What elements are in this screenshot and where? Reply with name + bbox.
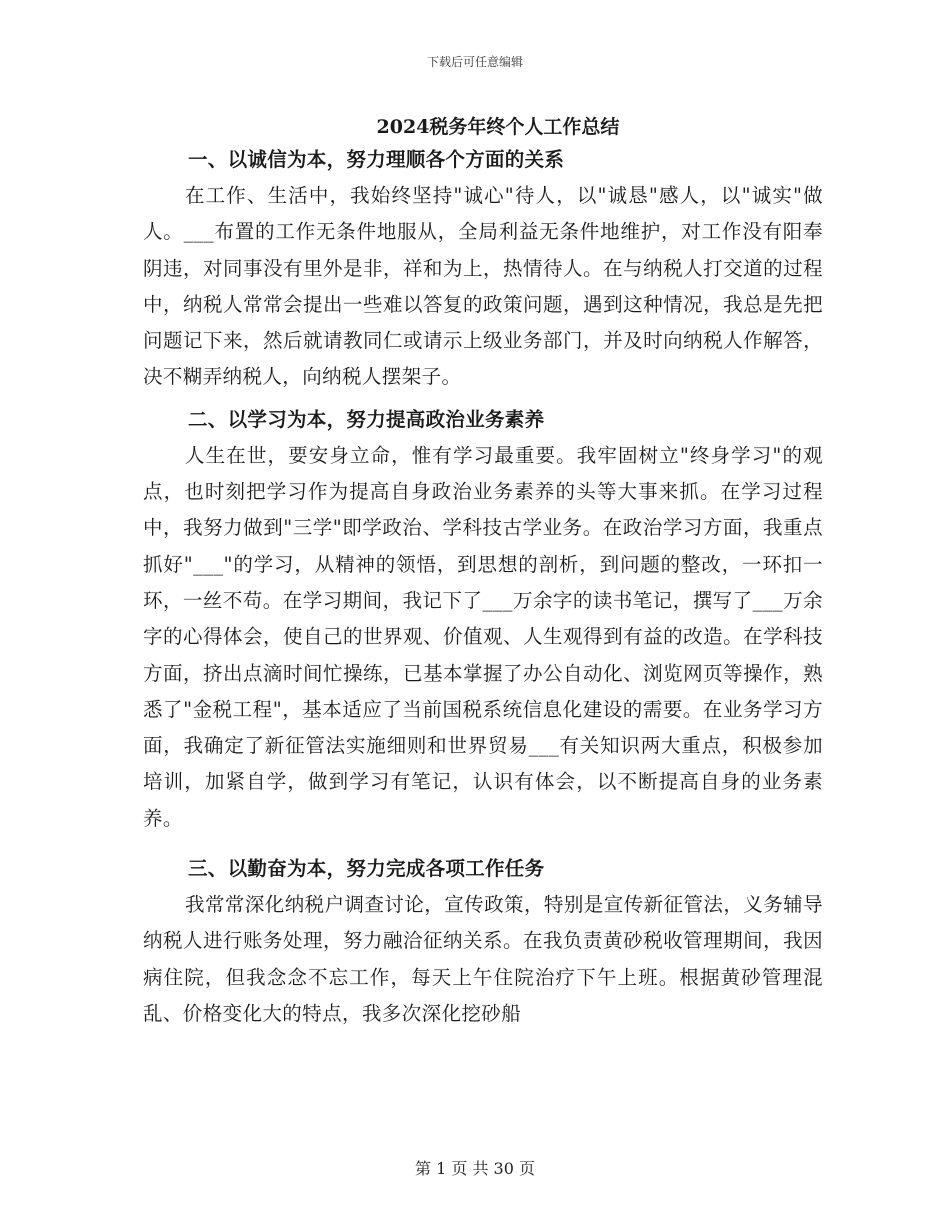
page-header-note: 下载后可任意编辑	[426, 55, 523, 69]
spacer	[143, 837, 823, 851]
document-title: 2024税务年终个人工作总结	[376, 116, 620, 138]
page-number: 第 1 页 共 30 页	[415, 1159, 535, 1178]
section-heading-1: 一、以诚信为本，努力理顺各个方面的关系	[188, 148, 565, 171]
section-paragraph-2: 人生在世，要安身立命，惟有学习最重要。我牢固树立"终身学习"的观点，也时刻把学习作为提高自身政治业务素养的头等大事来抓。在学习过程中，我努力做到"三学"即学政治、学科技古学业务。在政治学习方面，我重点抓好"___"的学习，从精神的领悟，到思想的剖析，到问题的整改，一环扣一环，一丝不苟。在学习期间，我记下了___万余字的读书笔记，撰写了___万余字的心得体会，使自己的世界观、价值观、人生观得到有益的改造。在学科技方面，挤出点滴时间忙操练，已基本掌握了办公自动化、浏览网页等操作，熟悉了"金税工程"，基本适应了当前国税系统信息化建设的需要。在业务学习方面，我确定了新征管法实施细则和世界贸易___有关知识两大重点，积极参加培训，加紧自学，做到学习有笔记，认识有体会，以不断提高自身的业务素养。	[143, 443, 823, 830]
section-paragraph-1: 在工作、生活中，我始终坚持"诚心"待人，以"诚恳"感人，以"诚实"做人。___布置的工作无条件地服从，全局利益无条件地维护，对工作没有阳奉阴违，对同事没有里外是非，祥和为上，热情待人。在与纳税人打交道的过程中，纳税人常常会提出一些难以答复的政策问题，遇到这种情况，我总是先把问题记下来，然后就请教同仁或请示上级业务部门，并及时向纳税人作解答，决不糊弄纳税人，向纳税人摆架子。	[143, 184, 823, 389]
document-body	[143, 112, 823, 1032]
section-paragraph-3: 我常常深化纳税户调查讨论，宣传政策，特别是宣传新征管法，义务辅导纳税人进行账务处理，努力融洽征纳关系。在我负责黄砂税收管理期间，我因病住院，但我念念不忘工作，每天上午住院治疗下午上班。根据黄砂管理混乱、价格变化大的特点，我多次深化挖砂船	[143, 893, 823, 1025]
section-heading-3: 三、以勤奋为本，努力完成各项工作任务	[188, 857, 545, 881]
section-heading-2: 二、以学习为本，努力提高政治业务素养	[188, 407, 545, 431]
